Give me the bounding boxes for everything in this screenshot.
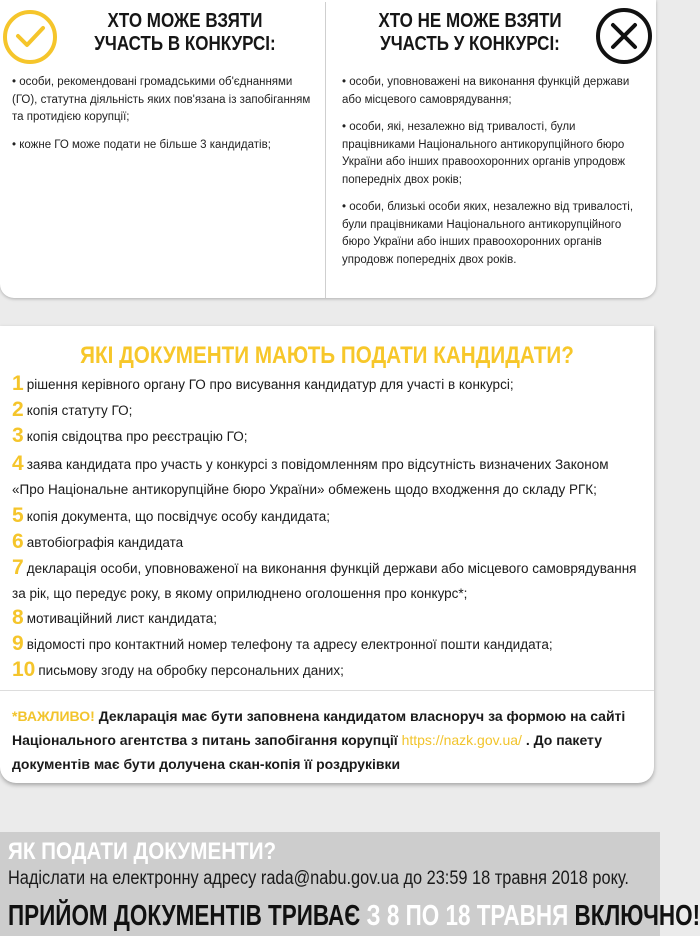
item-text: декларація особи, уповноваженої на виконання функцій держави або місцевого самоврядування — [26, 561, 637, 576]
item-text: заява кандидата про участь у конкурсі з повідомленням про відсутність визначених Законом — [26, 457, 609, 472]
list-item — [12, 400, 132, 421]
list-item — [12, 506, 330, 527]
who-cannot-title — [364, 10, 577, 56]
item-number: 3 — [12, 424, 24, 447]
item-number: 5 — [12, 504, 24, 527]
item-number: 4 — [12, 452, 24, 475]
list-item: • кожне ГО може подати не більше 3 кандидатів; — [12, 138, 271, 151]
item-number: 6 — [12, 530, 24, 553]
list-item — [12, 660, 344, 681]
important-text-2: . До пакету документів має бути долучена скан-копія її роздруківки — [12, 732, 603, 772]
who-can-title-line2: УЧАСТЬ В КОНКУРСІ: — [94, 33, 276, 55]
documents-title: ЯКІ ДОКУМЕНТИ МАЮТЬ ПОДАТИ КАНДИДАТИ? — [80, 342, 574, 369]
who-can-title-line1: ХТО МОЖЕ ВЗЯТИ — [107, 10, 263, 32]
list-item-continuation: за рік, що передує року, в якому оприлюднено оголошення про конкурс*; — [12, 586, 468, 601]
who-cannot-title-line2: УЧАСТЬ У КОНКУРСІ: — [380, 33, 560, 55]
who-can-list — [12, 74, 312, 164]
item-number: 8 — [12, 606, 24, 629]
list-item-continuation: «Про Національне антикорупційне бюро України» обмежень щодо входження до складу РГК; — [12, 482, 597, 497]
important-label: *ВАЖЛИВО! — [12, 708, 95, 724]
list-item: • особи, які, незалежно від тривалості, були працівниками Національного антикорупційного бюро України або інших правоохоронних органів упродовж попередніх двох років; — [342, 121, 626, 186]
list-item — [12, 634, 553, 655]
item-text: мотиваційний лист кандидата; — [26, 611, 218, 626]
who-can-title — [79, 10, 292, 56]
deadline-text-2: ВКЛЮЧНО! — [568, 900, 700, 932]
list-item: • особи, близькі особи яких, незалежно від тривалості, були працівниками Національного антикорупційного бюро України або інших правоохоронних органів упродовж попередніх двох років. — [342, 201, 634, 266]
item-number: 7 — [12, 556, 24, 579]
item-number: 9 — [12, 632, 24, 655]
item-text: відомості про контактний номер телефону та адресу електронної пошти кандидата; — [26, 637, 553, 652]
list-item — [12, 608, 217, 629]
item-number: 2 — [12, 398, 24, 421]
section-divider — [0, 690, 654, 691]
item-text: копія документа, що посвідчує особу кандидата; — [26, 509, 331, 524]
how-to-subtitle: Надіслати на електронну адресу rada@nabu.gov.ua до 23:59 18 травня 2018 року. — [8, 868, 629, 889]
column-divider — [325, 2, 326, 298]
item-number: 10 — [12, 658, 36, 681]
list-item — [12, 532, 183, 553]
deadline-banner — [8, 900, 700, 933]
deadline-dates: З 8 ПО 18 ТРАВНЯ — [366, 900, 569, 932]
deadline-text-1: ПРИЙОМ ДОКУМЕНТІВ ТРИВАЄ — [8, 900, 367, 932]
check-circle-icon — [1, 8, 59, 66]
list-item: • особи, уповноважені на виконання функцій держави або місцевого самоврядування; — [342, 76, 630, 106]
list-item: • особи, рекомендовані громадськими об'єднаннями (ГО), статутна діяльність яких пов'язана із запобіганням та протидією корупції; — [12, 76, 311, 123]
important-text-1: Декларація має бути заповнена кандидатом власноруч за формою на сайті Національного агентства з питань запобігання корупції — [12, 708, 626, 748]
who-cannot-title-line1: ХТО НЕ МОЖЕ ВЗЯТИ — [378, 10, 562, 32]
list-item — [12, 454, 609, 475]
list-item — [12, 374, 514, 395]
item-text: копія статуту ГО; — [26, 403, 133, 418]
item-text: рішення керівного органу ГО про висування кандидатур для участі в конкурсі; — [26, 377, 514, 392]
item-text: автобіографія кандидата — [26, 535, 184, 550]
how-to-title: ЯК ПОДАТИ ДОКУМЕНТИ? — [8, 838, 277, 865]
list-item — [12, 426, 247, 447]
x-circle-icon — [594, 6, 654, 66]
item-text: письмову згоду на обробку персональних даних; — [38, 663, 344, 678]
nazk-link[interactable]: https://nazk.gov.ua/ — [401, 732, 522, 748]
who-cannot-list — [342, 74, 642, 279]
important-note — [12, 704, 642, 776]
item-number: 1 — [12, 372, 24, 395]
list-item — [12, 558, 636, 579]
item-text: копія свідоцтва про реєстрацію ГО; — [26, 429, 248, 444]
